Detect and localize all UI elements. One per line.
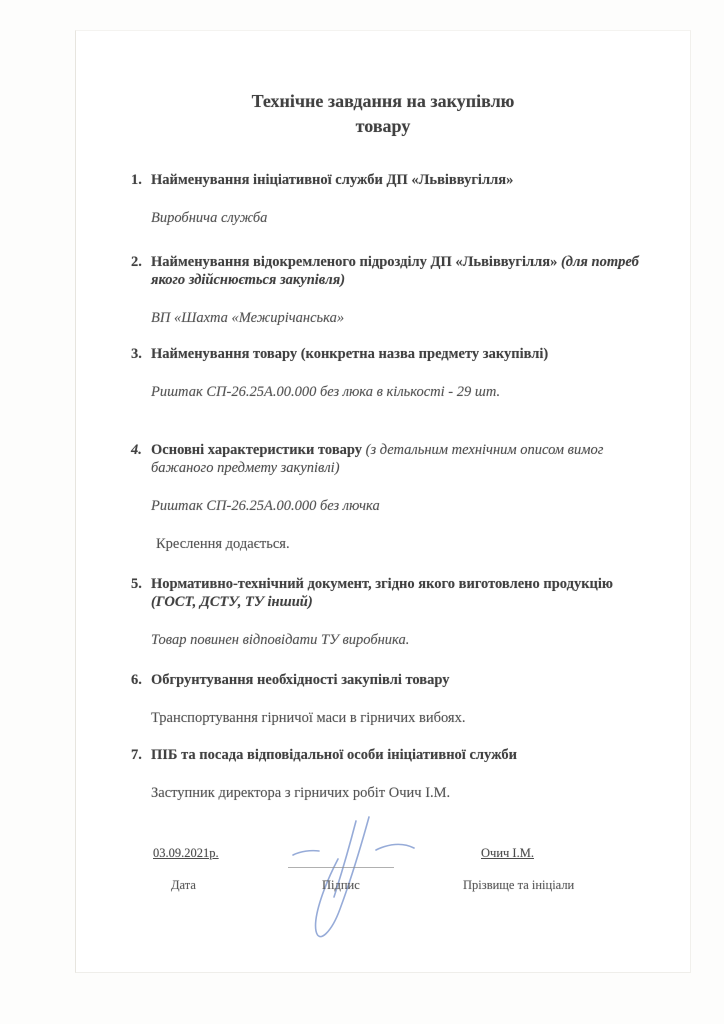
item-heading: [151, 171, 643, 189]
item-heading: [151, 345, 643, 363]
list-item-7: [131, 746, 643, 802]
list-item-4: [131, 441, 643, 553]
item-heading: [151, 575, 643, 611]
item-heading-italic: (з детальним технічним описом вимог бажаного предмету закупівлі): [151, 442, 604, 476]
item-number: 4.: [131, 442, 142, 458]
item-number: 2.: [131, 254, 142, 270]
item-answer: Креслення додається.: [156, 536, 290, 552]
scanned-document-page: [75, 30, 691, 973]
item-heading-italic: (для потреб якого здійснюється закупівля): [151, 254, 639, 288]
list-item-6: [131, 671, 643, 727]
name-label: Прізвище та ініціали: [463, 878, 575, 892]
item-heading: [151, 441, 643, 477]
handwritten-signature-icon: [276, 804, 426, 949]
item-answer: ВП «Шахта «Межирічанська»: [151, 310, 345, 326]
item-heading: [151, 671, 643, 689]
item-answer: Риштак СП-26.25А.00.000 без люка в кількості - 29 шт.: [151, 384, 501, 400]
item-heading-text: Найменування товару (конкретна назва предмету закупівлі): [151, 346, 549, 362]
item-heading-text: Обгрунтування необхідності закупівлі товару: [151, 672, 450, 688]
document-title: [96, 89, 670, 139]
item-number: 5.: [131, 576, 142, 592]
item-number: 7.: [131, 747, 142, 763]
signature-line: [288, 867, 394, 868]
item-answer: Виробнича служба: [151, 210, 268, 226]
item-heading-text: Нормативно-технічний документ, згідно якого виготовлено продукцію: [151, 576, 614, 592]
list-item-5: [131, 575, 643, 649]
item-heading-text: ПІБ та посада відповідальної особи ініціативної служби: [151, 747, 518, 763]
list-item-1: [131, 171, 643, 227]
item-answer: Транспортування гірничої маси в гірничих вибоях.: [151, 710, 466, 726]
list-item-3: [131, 345, 643, 401]
title-line-1: Технічне завдання на закупівлю: [251, 91, 515, 111]
title-line-2: товару: [355, 116, 411, 136]
item-number: 1.: [131, 172, 142, 188]
item-answer: Заступник директора з гірничих робіт Очич І.М.: [151, 785, 451, 801]
date-label: Дата: [171, 878, 196, 892]
item-heading-text: Основні характеристики товару: [151, 442, 366, 458]
item-heading-text: Найменування ініціативної служби ДП «Львіввугілля»: [151, 172, 514, 188]
item-answer: Товар повинен відповідати ТУ виробника.: [151, 632, 410, 648]
list-item-2: [131, 253, 643, 327]
item-heading-text: Найменування відокремленого підрозділу ДП «Львіввугілля»: [151, 254, 561, 270]
item-answer: Риштак СП-26.25А.00.000 без лючка: [151, 498, 380, 514]
item-number: 3.: [131, 346, 142, 362]
name-value: Очич І.М.: [481, 846, 534, 860]
date-value: 03.09.2021р.: [153, 846, 219, 860]
signature-label: Підпис: [322, 878, 360, 892]
item-number: 6.: [131, 672, 142, 688]
item-heading-italic: (ГОСТ, ДСТУ, ТУ інший): [151, 594, 313, 610]
item-heading: [151, 253, 643, 289]
item-heading: [151, 746, 643, 764]
